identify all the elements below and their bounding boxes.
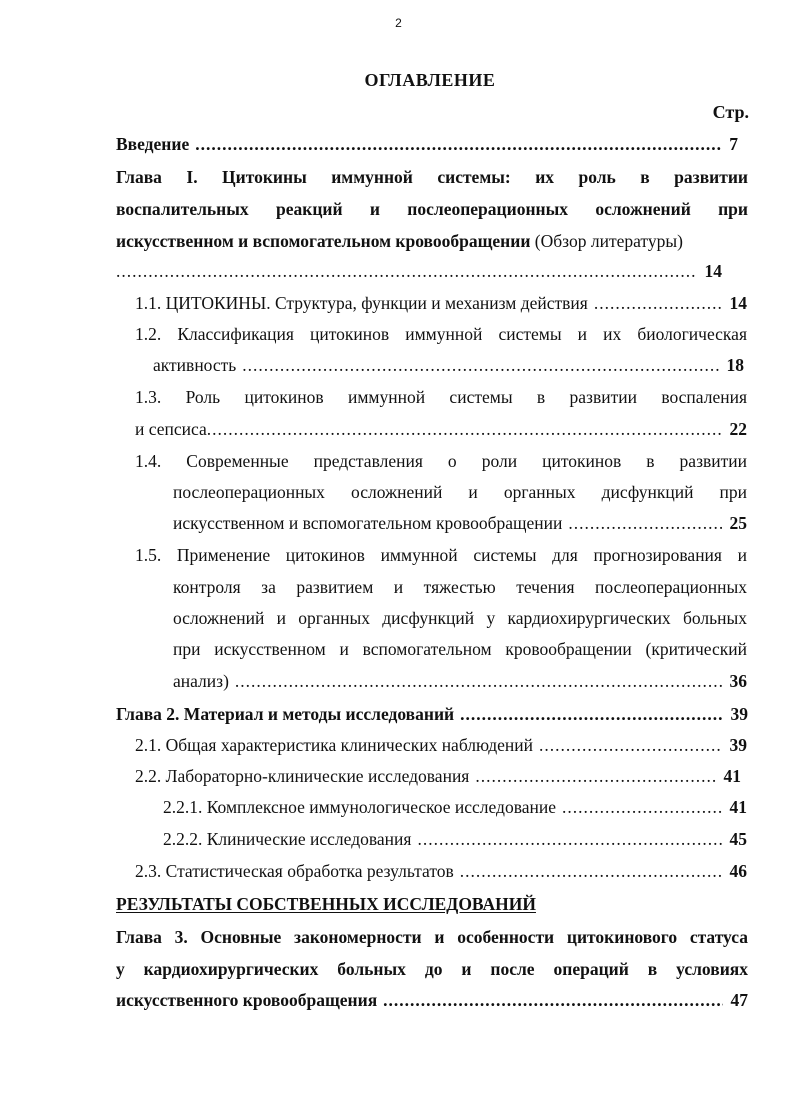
page-number: 2 [395,16,402,30]
toc-chapter-1-line: Глава I. Цитокины иммунной системы: их роль в развитии [116,167,748,187]
toc-chapter-3-line: Глава 3. Основные закономерности и особенности цитокинового статуса [116,927,748,947]
toc-label: 1.1. ЦИТОКИНЫ. Структура, функции и механизм действия [135,293,588,313]
toc-entry-1-5-line: 1.5. Применение цитокинов иммунной системы для прогнозирования и [135,545,747,565]
toc-label: 2.2.2. Клинические исследования [163,829,412,849]
toc-page: 46 [729,861,747,881]
toc-page: 14 [704,261,722,281]
leader-dots [242,354,718,376]
toc-label: искусственного кровообращения [116,990,378,1010]
toc-entry-1-1 [135,292,747,314]
toc-entry-1-4 [173,512,747,534]
leader-dots [116,260,697,282]
toc-page: 36 [729,671,747,691]
toc-label: анализ) [173,671,229,691]
leader-dots [475,765,715,787]
toc-chapter-2 [116,703,748,725]
toc-entry-1-3 [135,418,747,440]
toc-entry-1-3-line: 1.3. Роль цитокинов иммунной системы в развитии воспаления [135,387,747,407]
toc-label: (Обзор литературы) [530,231,683,251]
leader-dots [235,670,722,692]
leader-dots [207,418,722,440]
toc-entry-2-2-1 [163,796,747,818]
leader-dots [562,796,722,818]
toc-entry-1-4-line: 1.4. Современные представления о роли цитокинов в развитии [135,451,747,471]
page-column-label: Стр. [712,102,749,122]
toc-entry-2-2 [135,765,741,787]
toc-label: и сепсиса [135,419,207,439]
leader-dots [460,703,722,725]
toc-chapter-1-page-line [116,260,722,282]
toc-page: 47 [730,990,748,1010]
toc-entry-1-5-line: контроля за развитием и тяжестью течения послеоперационных [173,577,747,597]
toc-page: 41 [729,797,747,817]
toc-page: 22 [729,419,747,439]
toc-label: активность [153,355,237,375]
toc-page: 45 [729,829,747,849]
toc-page: 7 [729,134,738,154]
leader-dots [460,860,722,882]
toc-label: искусственном и вспомогательном кровообращении [116,231,531,251]
toc-label: Введение [116,134,190,154]
toc-label: 2.3. Статистическая обработка результатов [135,861,454,881]
toc-entry-2-1 [135,734,747,756]
toc-entry-intro [116,133,748,155]
toc-entry-1-5-line: при искусственном и вспомогательном кровообращении (критический [173,639,747,659]
page-title: ОГЛАВЛЕНИЕ [364,70,496,90]
toc-page: 25 [729,513,747,533]
toc-entry-1-5-line: осложнений и органных дисфункций у кардиохирургических больных [173,608,747,628]
toc-page: 41 [723,766,741,786]
leader-dots [568,512,721,534]
toc-label: Глава 2. Материал и методы исследований [116,704,455,724]
toc-page: 39 [730,704,748,724]
toc-page: 18 [726,355,744,375]
leader-dots [195,133,721,155]
toc-entry-1-2 [153,354,744,376]
toc-page: 39 [729,735,747,755]
leader-dots [383,989,722,1011]
toc-entry-2-2-2 [163,828,747,850]
toc-section-results: РЕЗУЛЬТАТЫ СОБСТВЕННЫХ ИССЛЕДОВАНИЙ [116,894,536,914]
toc-chapter-3-line: у кардиохирургических больных до и после операций в условиях [116,959,748,979]
toc-chapter-3 [116,989,748,1011]
toc-chapter-1-line: воспалительных реакций и послеоперационных осложнений при [116,199,748,219]
toc-label: 2.2. Лабораторно-клинические исследования [135,766,470,786]
toc-entry-1-2-line: 1.2. Классификация цитокинов иммунной системы и их биологическая [135,324,747,344]
leader-dots [594,292,722,314]
toc-label: искусственном и вспомогательном кровообращении [173,513,563,533]
toc-entry-1-5 [173,670,747,692]
leader-dots [417,828,721,850]
toc-chapter-1-line [116,230,748,252]
toc-entry-2-3 [135,860,747,882]
toc-label: 2.1. Общая характеристика клинических наблюдений [135,735,533,755]
toc-label: 2.2.1. Комплексное иммунологическое исследование [163,797,556,817]
leader-dots [539,734,722,756]
toc-entry-1-4-line: послеоперационных осложнений и органных дисфункций при [173,482,747,502]
toc-page: 14 [729,293,747,313]
